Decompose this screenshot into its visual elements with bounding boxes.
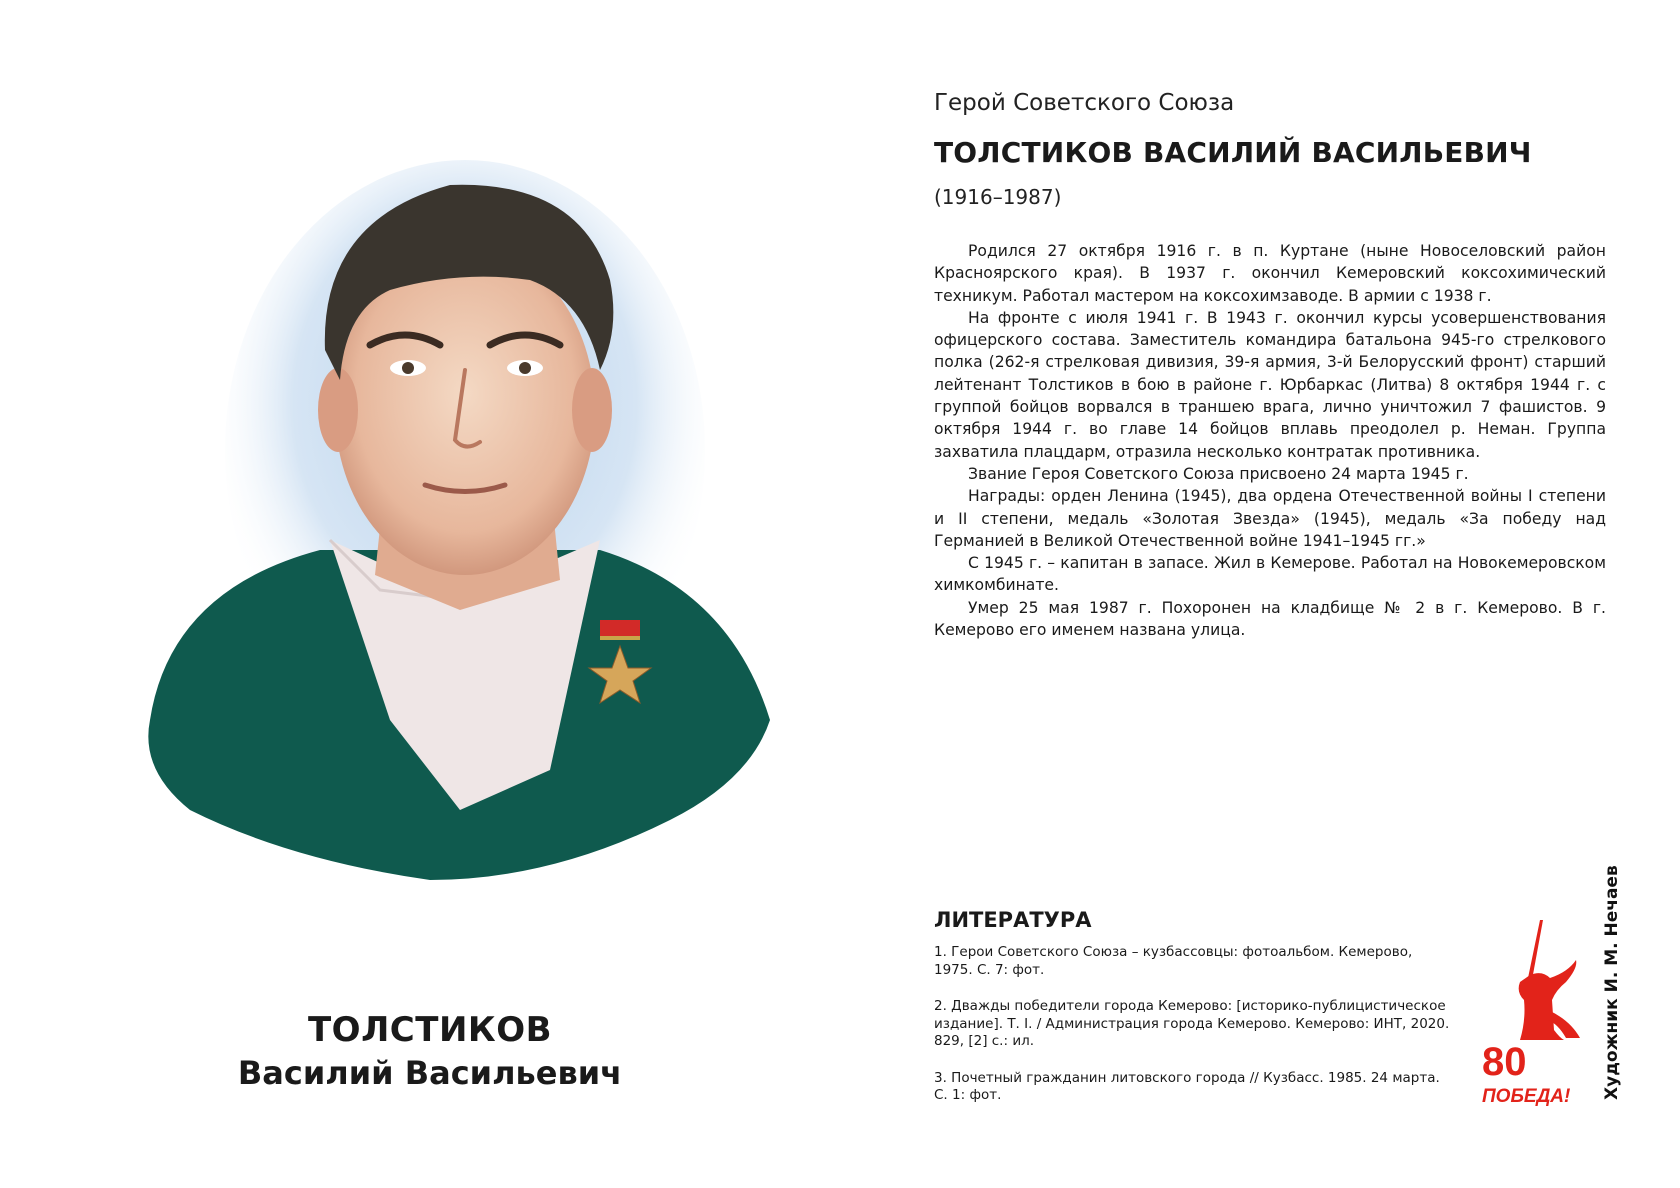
hero-life-years: (1916–1987) [934, 185, 1062, 209]
bio-paragraph: Награды: орден Ленина (1945), два ордена Отечественной войны I степени и II степени, медаль «Золотая Звезда» (1945), медаль «За победу над Германией в Великой Отечественной войне 1941–1945 гг.» [934, 487, 1606, 550]
caption-given-names: Василий Васильевич [237, 1054, 623, 1092]
literature-section [934, 908, 1454, 1124]
biography-header [934, 90, 1606, 209]
victory-80-logo [1480, 920, 1590, 1110]
hero-full-name: ТОЛСТИКОВ ВАСИЛИЙ ВАСИЛЬЕВИЧ [934, 136, 1532, 169]
literature-item: 2. Дважды победители города Кемерово: [историко-публицистическое издание]. Т. I. / Администрация города Кемерово. Кемерово: ИНТ, 2020. 829, [2] с.: ил. [934, 998, 1450, 1049]
literature-item: 3. Почетный гражданин литовского города // Кузбасс. 1985. 24 марта. С. 1: фот. [934, 1069, 1440, 1103]
hero-portrait [130, 120, 780, 890]
logo-word: ПОБЕДА! [1482, 1086, 1571, 1107]
motherland-statue-icon [1480, 920, 1590, 1110]
bio-paragraph: Звание Героя Советского Союза присвоено 24 марта 1945 г. [968, 464, 1469, 483]
bio-paragraph: Умер 25 мая 1987 г. Похоронен на кладбище № 2 в г. Кемерово. В г. Кемерово его именем названа улица. [934, 598, 1606, 640]
biography-text [934, 240, 1606, 641]
literature-item: 1. Герои Советского Союза – кузбассовцы: фотоальбом. Кемерово, 1975. С. 7: фот. [934, 944, 1413, 978]
bio-paragraph: С 1945 г. – капитан в запасе. Жил в Кемерове. Работал на Новокемеровском химкомбинате. [934, 554, 1606, 595]
portrait-illustration [130, 120, 780, 890]
artist-credit: Художник И. М. Нечаев [1602, 865, 1622, 1100]
caption-surname: ТОЛСТИКОВ [307, 1010, 553, 1050]
hero-title-kicker: Герой Советского Союза [934, 90, 1235, 116]
portrait-caption [130, 1010, 730, 1092]
logo-number: 80 [1482, 1040, 1527, 1084]
bio-paragraph: Родился 27 октября 1916 г. в п. Куртане (ныне Новоселовский район Красноярского края). В 1937 г. окончил Кемеровский коксохимический техникум. Работал мастером на коксохимзаводе. В армии с 1938 г. [934, 242, 1606, 305]
bio-paragraph: На фронте с июля 1941 г. В 1943 г. окончил курсы усовершенствования офицерского состава. Заместитель командира батальона 945-го стрелкового полка (262-я стрелковая дивизия, 39-я армия, 3-й Белорусский фронт) старший лейтенант Толстиков в бою в районе г. Юрбаркас (Литва) 8 октября 1944 г. с группой бойцов ворвался в траншею врага, лично уничтожил 7 фашистов. 9 октября 1944 г. во главе 14 бойцов вплавь преодолел р. Неман. Группа захватила плацдарм, отразила несколько контратак противника. [934, 308, 1606, 461]
literature-title: ЛИТЕРАТУРА [934, 908, 1092, 932]
